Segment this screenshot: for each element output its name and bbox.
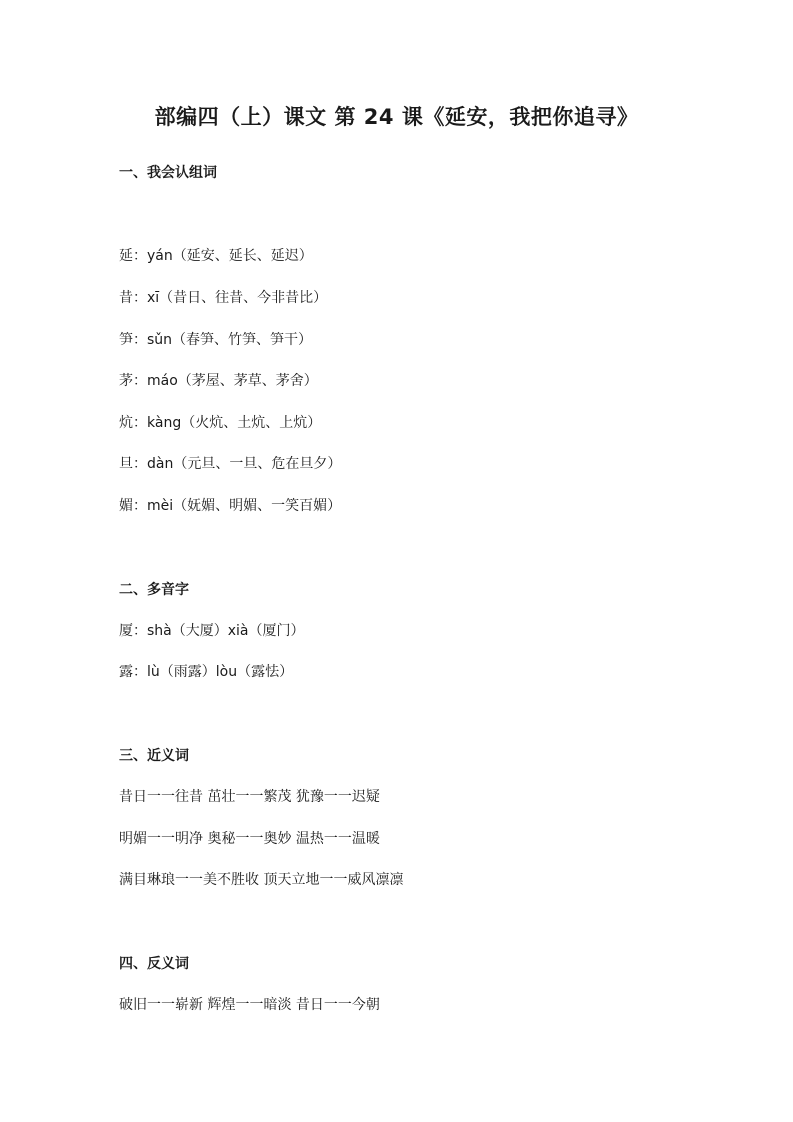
section-heading-recognize: 一、我会认组词	[119, 165, 217, 181]
word-entry: 茅：máo（茅屋、茅草、茅舍）	[119, 373, 318, 389]
polyphonic-entry: 露：lù（雨露）lòu（露怯）	[119, 664, 294, 680]
word-entry: 昔：xī（昔日、往昔、今非昔比）	[119, 290, 328, 306]
synonym-line: 明媚一一明净 奥秘一一奥妙 温热一一温暖	[119, 831, 380, 847]
word-entry: 笋：sǔn（春笋、竹笋、笋干）	[119, 332, 313, 348]
antonym-line: 破旧一一崭新 辉煌一一暗淡 昔日一一今朝	[119, 997, 380, 1013]
word-entry: 媚：mèi（妩媚、明媚、一笑百媚）	[119, 498, 342, 514]
page-title: 部编四（上）课文 第 24 课《延安，我把你追寻》	[154, 105, 639, 129]
polyphonic-entry: 厦：shà（大厦）xià（厦门）	[119, 623, 305, 639]
word-entry: 炕：kàng（火炕、土炕、上炕）	[119, 415, 322, 431]
synonym-line: 满目琳琅一一美不胜收 顶天立地一一威风凛凛	[119, 872, 404, 888]
word-entry: 延：yán（延安、延长、延迟）	[119, 248, 313, 264]
section-heading-antonyms: 四、反义词	[119, 956, 189, 972]
synonym-line: 昔日一一往昔 茁壮一一繁茂 犹豫一一迟疑	[119, 789, 380, 805]
section-heading-polyphonic: 二、多音字	[119, 582, 189, 598]
word-entry: 旦：dàn（元旦、一旦、危在旦夕）	[119, 456, 342, 472]
section-heading-synonyms: 三、近义词	[119, 748, 189, 764]
